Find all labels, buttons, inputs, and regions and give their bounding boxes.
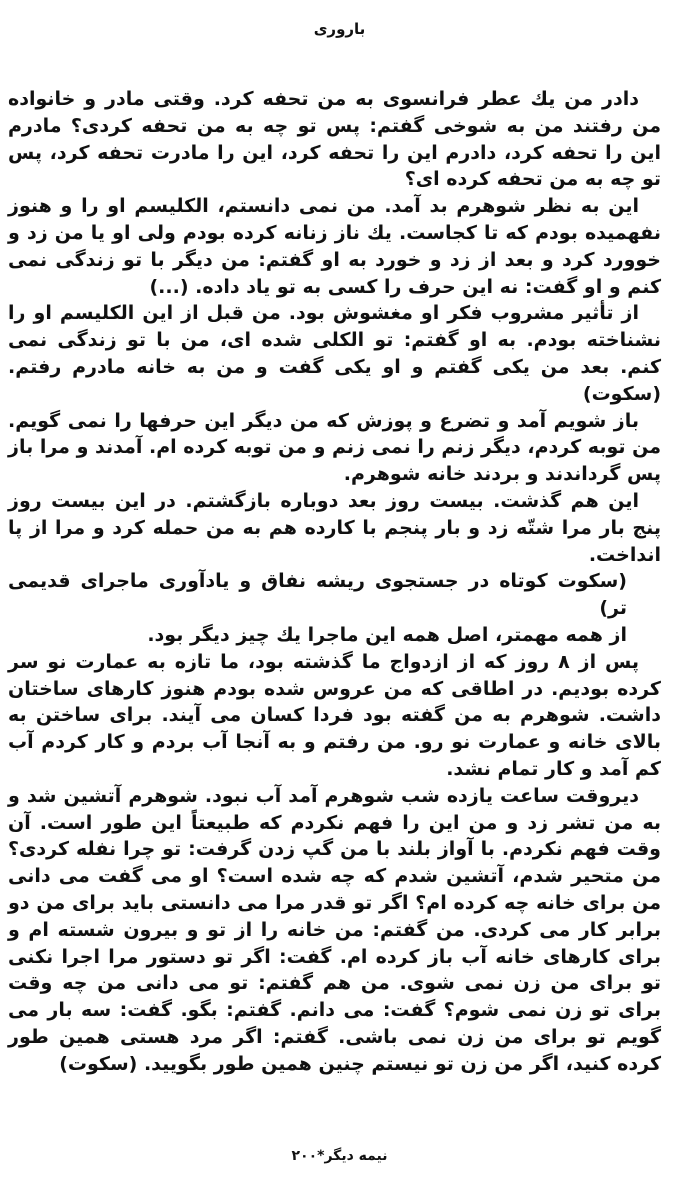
paragraph: این به نظر شوهرم بد آمد. من نمی دانستم، الکلیسم او را و هنوز نفهمیده بودم که تا کجاست. یك ناز زنانه کرده بودم ولی او یا من زد و خوورد کرد و بعد از زد و خورد به او گفتم: من دیگر با تو زندگی نمی کنم و او گفت: نه این حرف را کسی به تو یاد داده. (...) — [8, 195, 661, 298]
paragraph: پس از ۸ روز که از ازدواج ما گذشته بود، ما تازه به عمارت نو سر کرده بودیم. در اطاقی که من عروس شده بودم هنوز کارهای ساختان داشت. شوهرم به من گفته بود فردا کسان می آیند. برای ساختن به بالای خانه و عمارت نو رو. من رفتم و به آنجا آب بردم و کار کردم آب کم آمد و کار تمام نشد. — [8, 650, 661, 780]
body-text — [8, 86, 661, 1077]
paragraph: از تأثیر مشروب فکر او مغشوش بود. من قبل از این الکلیسم او را نشناخته بودم. به او گفتم: تو الکلی شده ای، من با تو زندگی نمی کنم. بعد من یکی گفتم و او یکی گفت و من به خانه مادرم رفتم. (سکوت) — [8, 302, 661, 405]
paragraph: دادر من یك عطر فرانسوی به من تحفه کرد. وقتی مادر و خانواده من رفتند من به شوخی گفتم: پس تو چه به من تحفه کردی؟ مادرم این را تحفه کرد، دادرم این را تحفه کرد، این را مادرت تحفه کرد، پس تو چه به من تحفه کرده ای؟ — [8, 88, 661, 191]
running-title: باروری — [313, 20, 366, 38]
paragraph: این هم گذشت. بیست روز بعد دوباره بازگشتم. در این بیست روز پنج بار مرا شتّه زد و بار پنجم با کارده هم به من حمله کرد و مرا از پا انداخت. — [8, 489, 661, 566]
stage-direction: (سکوت کوتاه در جستجوی ریشه نفاق و یادآوری ماجرای قدیمی تر) — [8, 570, 627, 620]
paragraph: دیروقت ساعت یازده شب شوهرم آمد آب نبود. شوهرم آتشین شد و به من تشر زد و من این را فهم نکردم که طبیعتاً این طور است. آن وقت فهم نکردم. با آواز بلند با من گپ زدن گرفت: تو چرا نفله کردی؟ من متحیر شدم، آتشین شدم که چه شده است؟ او می گفت می دانی من برای خانه چه کرده ام؟ اگر تو قدر مرا می دانستی باید برای من دو برابر کار می کردی. من گفتم: من خانه را از تو و بیرون شسته ام و برای کارهای خانه آب باز کرده ام. گفت: اگر تو دستور مرا اجرا نکنی تو برای من زن نمی شوی. من هم گفتم: تو می دانی من چه وقت برای تو زن نمی شوم؟ گفت: می دانم. گفتم: بگو. گفت: سه بار می گویم تو برای من زن نمی باشی. گفتم: اگر مرد هستی همین طور کرده کنید، اگر من زن تو نیستم چنین همین طور بگویید. (سکوت) — [8, 784, 661, 1075]
page-footer: نیمه دیگر*۲۰۰ — [291, 1148, 388, 1164]
paragraph: از همه مهمتر، اصل همه این ماجرا یك چیز دیگر بود. — [147, 623, 627, 646]
paragraph: باز شویم آمد و تضرع و پوزش که من دیگر این حرفها را نمی گویم. من توبه کردم، دیگر زنم را نمی زنم و من توبه کرده ام. آمدند و مرا باز پس گرداندند و بردند خانه شوهرم. — [8, 409, 661, 486]
